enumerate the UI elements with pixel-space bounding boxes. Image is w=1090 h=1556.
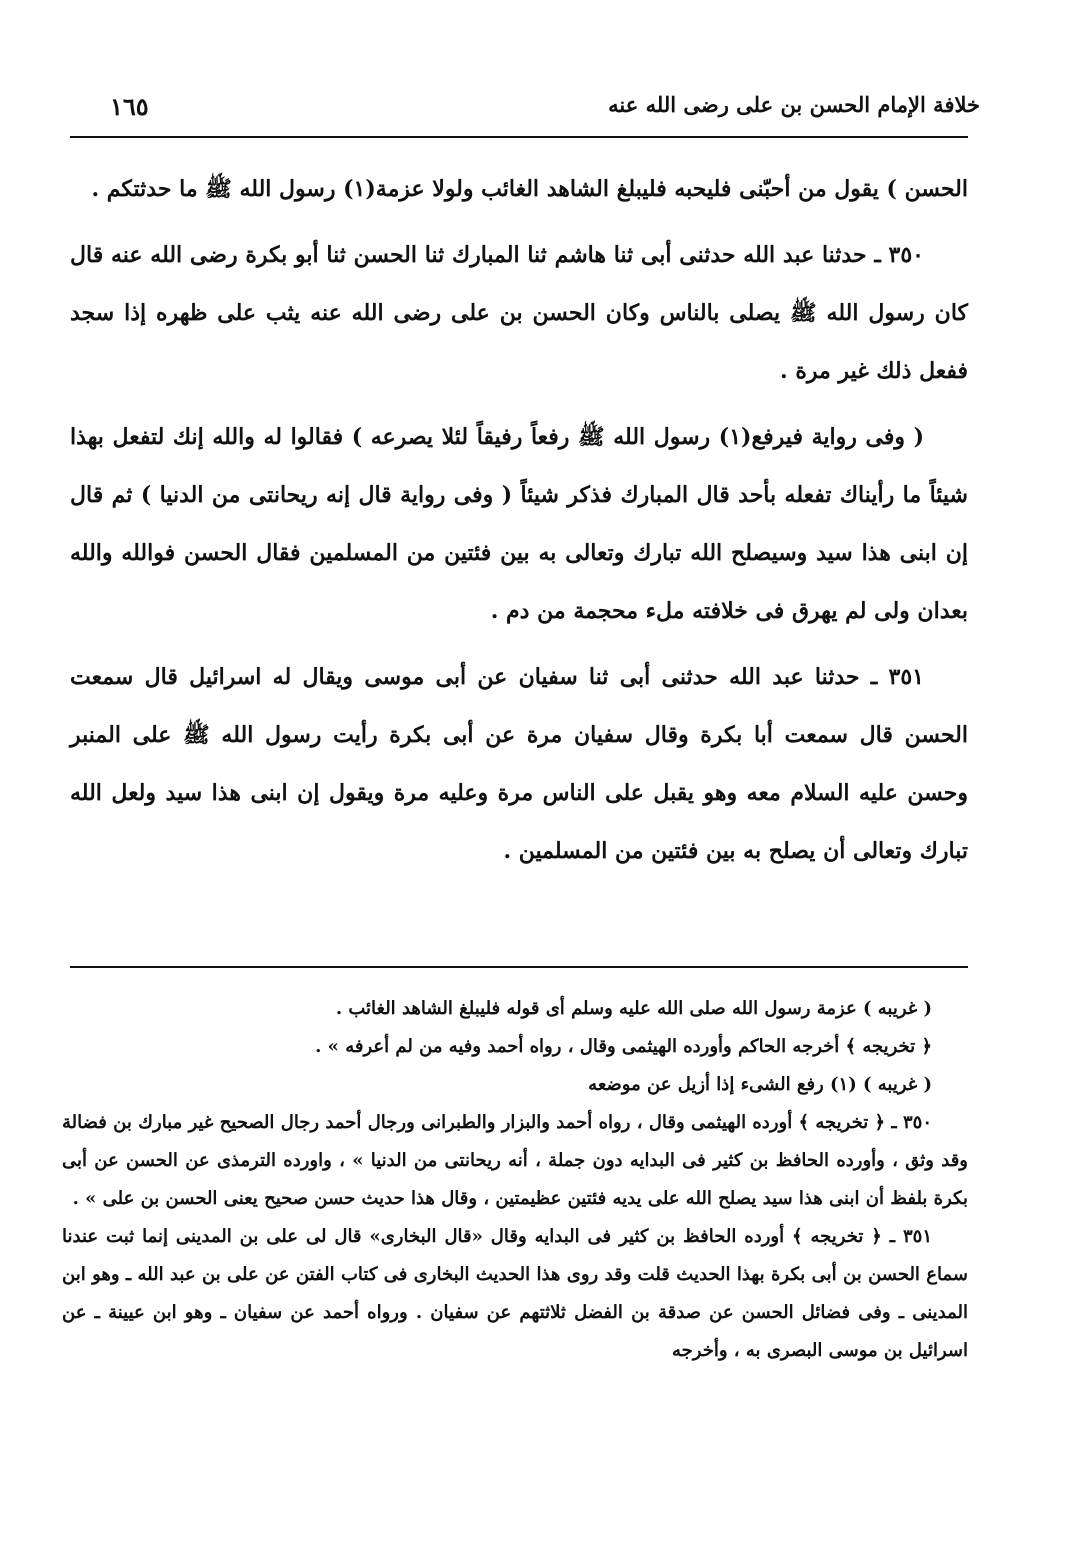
footnotes: [62, 990, 968, 1370]
hadith-350-variant: ( وفى رواية فيرفع(١) رسول الله ﷺ رفعاً رفيقاً لئلا يصرعه ) فقالوا له والله إنك لتفعل بهذا شيئاً ما رأيناك تفعله بأحد قال المبارك فذكر شيئاً ( وفى رواية قال إنه ريحانتى من الدنيا ) ثم قال إن ابنى هذا سيد وسيصلح الله تبارك وتعالى به بين فئتين من المسلمين فقال الحسن فوالله والله بعدان ولى لم يهرق فى خلافته ملء محجمة من دم .: [70, 424, 968, 624]
page-number: ١٦٥: [110, 92, 149, 121]
footnote-rule: [70, 966, 968, 968]
paragraph-continuation: الحسن ) يقول من أحبّنى فليحبه فليبلغ الشاهد الغائب ولولا عزمة(١) رسول الله ﷺ ما حدثتكم .: [91, 176, 968, 202]
page-header: [70, 92, 980, 132]
footnote-takhrij-351: ٣٥١ ـ ﴿ تخريجه ﴾ أورده الحافظ بن كثير فى البدايه وقال «قال البخارى» قال لى على بن المدينى إنما ثبت عندنا سماع الحسن بن أبى بكرة بهذا الحديث قلت وقد روى هذا الحديث البخارى فى كتاب الفتن عن على بن عبد الله ـ وهو ابن المدينى ـ وفى فضائل الحسن عن صدقة بن الفضل ثلاثتهم عن سفيان . ورواه أحمد عن سفيان ـ وهو ابن عيينة ـ عن اسرائيل بن موسى البصرى به ، وأخرجه: [62, 1226, 968, 1361]
footnote-gharib-2: ( غريبه ) (١) رفع الشىء إذا أزيل عن موضعه: [588, 1074, 932, 1095]
footnote-takhrij-1: ﴿ تخريجه ﴾ أخرجه الحاكم وأورده الهيثمى وقال ، رواه أحمد وفيه من لم أعرفه » .: [315, 1036, 932, 1057]
running-title: خلافة الإمام الحسن بن على رضى الله عنه: [608, 92, 980, 117]
hadith-350: ٣٥٠ ـ حدثنا عبد الله حدثنى أبى ثنا هاشم ثنا المبارك ثنا الحسن ثنا أبو بكرة رضى الله عنه قال كان رسول الله ﷺ يصلى بالناس وكان الحسن بن على رضى الله عنه يثب على ظهره إذا سجد ففعل ذلك غير مرة .: [70, 242, 968, 384]
footnote-takhrij-350: ٣٥٠ ـ ﴿ تخريجه ﴾ أورده الهيثمى وقال ، رواه أحمد والبزار والطبرانى ورجال أحمد رجال الصحيح غير مبارك بن فضالة وقد وثق ، وأورده الحافظ بن كثير فى البدايه دون جملة ، أنه ريحانتى من الدنيا » ، واورده الترمذى عن الحسن عن أبى بكرة بلفظ أن ابنى هذا سيد يصلح الله على يديه فئتين عظيمتين ، وقال هذا حديث حسن صحيح يعنى الحسن بن على » .: [62, 1112, 968, 1209]
hadith-351: ٣٥١ ـ حدثنا عبد الله حدثنى أبى ثنا سفيان عن أبى موسى ويقال له اسرائيل قال سمعت الحسن قال سمعت أبا بكرة وقال سفيان مرة عن أبى بكرة رأيت رسول الله ﷺ على المنبر وحسن عليه السلام معه وهو يقبل على الناس مرة وعليه مرة ويقول إن ابنى هذا سيد ولعل الله تبارك وتعالى أن يصلح به بين فئتين من المسلمين .: [70, 664, 968, 864]
main-text: [70, 160, 968, 888]
header-rule: [70, 136, 968, 138]
footnote-gharib-1: ( غريبه ) عزمة رسول الله صلى الله عليه وسلم أى قوله فليبلغ الشاهد الغائب .: [335, 998, 932, 1019]
